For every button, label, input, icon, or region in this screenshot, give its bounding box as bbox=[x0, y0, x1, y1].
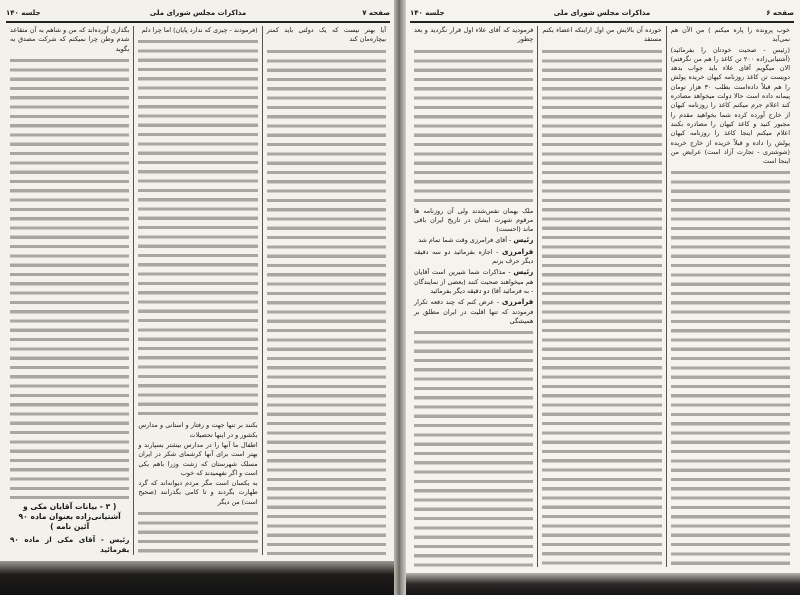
speech bbox=[414, 247, 533, 267]
body-text bbox=[10, 56, 129, 500]
paragraph: خورده آن بالایش من اول ازاینکه اعضاء بکنم مستقد bbox=[542, 26, 662, 44]
speech bbox=[414, 297, 533, 326]
text-column-middle bbox=[133, 26, 261, 555]
speaker-name: رئیس bbox=[513, 267, 534, 277]
paragraph: اطفال ما آنها را در مدارس بیشتر بسپارند و بهتر است برای آنها کرشمای شکر در ایران مسلک شهرستان که زشت وزرا باهم یکی است و اگر نفهمیدند که خوب bbox=[138, 440, 258, 477]
text-column-right bbox=[262, 26, 390, 555]
text-columns bbox=[410, 26, 794, 567]
text-column-left bbox=[6, 26, 133, 555]
speech-text: - آقای فرامرزی وقت شما تمام شد bbox=[418, 236, 512, 245]
paragraph: آیا بهتر نیست که یک دولتی باید کمتر بیچاره‌مان کند bbox=[266, 26, 386, 44]
speech: رئیس - آقای مکی از ماده ۹۰ بفرمائید bbox=[10, 535, 130, 554]
paragraph: ملک یهمان نفس‌شدند ولی آن روزنامه ها مرقوم شهرت ایشان در تاریخ ایران باقی ماند (احسنت) bbox=[414, 206, 534, 234]
speech-text: - عرض کنم که چند دفعه تکرار فرمودند که تنها اقلیت در ایران مطلق بر همیشگی bbox=[414, 298, 534, 325]
page-header bbox=[410, 6, 794, 20]
body-text bbox=[414, 47, 533, 207]
session-number: جلسه ۱۴۰ bbox=[6, 9, 41, 17]
speech bbox=[414, 267, 533, 296]
header-rule bbox=[410, 21, 794, 23]
paragraph: به یکسان است مگر مردم دیوانه‌اند که گرد طهارت بگردند و تا کامی بگذرانند (صحیح است) من دیگر bbox=[138, 479, 258, 506]
speaker-name: فرامرزی bbox=[502, 297, 534, 307]
paragraph: بکنند بر تنها جهت و رفتار و استانی و مدارس بکشور و در اینها تحصیلات bbox=[138, 421, 258, 439]
text-column-left bbox=[410, 26, 537, 567]
right-page bbox=[404, 0, 800, 595]
page-header bbox=[6, 6, 390, 20]
running-title: مذاکرات مجلس شورای ملی bbox=[553, 9, 651, 17]
scan-edge bbox=[0, 561, 396, 595]
text-column-right bbox=[666, 26, 794, 567]
speaker-name: رئیس bbox=[513, 235, 534, 245]
page-number: صفحه ۶ bbox=[766, 9, 794, 17]
body-text bbox=[138, 37, 257, 421]
speech bbox=[414, 235, 533, 245]
paragraph: بگذاری آورده‌اند که من و شاهم به آن متقاعد شدم وطن چرا نمیکنم که شرکت مصدق به بگوید bbox=[10, 26, 130, 53]
section-heading: ( ۳ - بیانات آقایان مکی و آشتیانی‌زاده بعنوان ماده ۹۰ آئین نامه ) bbox=[18, 502, 121, 532]
text-column-middle bbox=[537, 26, 665, 567]
running-title: مذاکرات مجلس شورای ملی bbox=[149, 9, 247, 17]
body-text bbox=[542, 47, 661, 567]
body-text bbox=[671, 168, 790, 567]
paragraph: (فرمودند - چیزی که ندارد پایان) اما چرا دلم bbox=[141, 26, 258, 34]
scan-edge bbox=[404, 573, 800, 595]
body-text bbox=[414, 328, 533, 567]
speech-text: - اجازه بفرمائید دو سه دقیقه دیگر حرف بزنم bbox=[414, 247, 534, 266]
text-columns bbox=[6, 26, 390, 555]
book-gutter bbox=[394, 0, 406, 595]
speech-text: - مذاکرات شما شیرین است آقایان هم میخواهند صحبت کنند (بعضی از نمایندگان - به فرمائید آقا) دو دقیقه دیگر بفرمائید bbox=[414, 268, 534, 295]
left-page bbox=[0, 0, 396, 595]
body-text bbox=[138, 509, 257, 555]
paragraph: فرمودید که آقای علاء اول قرار نگردید و بعد چطور bbox=[414, 26, 534, 44]
speaker-name: فرامرزی bbox=[502, 246, 534, 256]
page-number: صفحه ۷ bbox=[362, 9, 390, 17]
session-number: جلسه ۱۴۰ bbox=[410, 9, 445, 17]
paragraph: (رئیس - صحبت خودتان را بفرمائید) (آشتیانی‌زاده ۲۰۰ تن کاغذ را هم من نگرفتم) الان میگویم آقای علاء باید جواب بدهد دویست تن کاغذ روزنامه کیهان خریده پولش را هم قبلاً داده‌است بطلب ۳۰ هزار تومان پیمانه داده است حالا دولت میخواهد مصادره کند اعلام جرم میکنم کاغذ را روزنامه کیهان از خارج آورده کرده شما بخواهید مقدم را مجبور کنید و کاغذ کیهان را مصادره بکنند اعلام میکنم اینجا کاغذ را روزنامه کیهان پولش را داده و قبلاً خریده از خارج خریده (شوشتری - تجارت آزاد است) عرایض من اینجا است bbox=[670, 45, 790, 166]
header-rule bbox=[6, 21, 390, 23]
body-text bbox=[267, 47, 386, 555]
paragraph: خوب پرونده را پاره میکنم ) من الآن هم نمی‌آید bbox=[670, 26, 790, 44]
